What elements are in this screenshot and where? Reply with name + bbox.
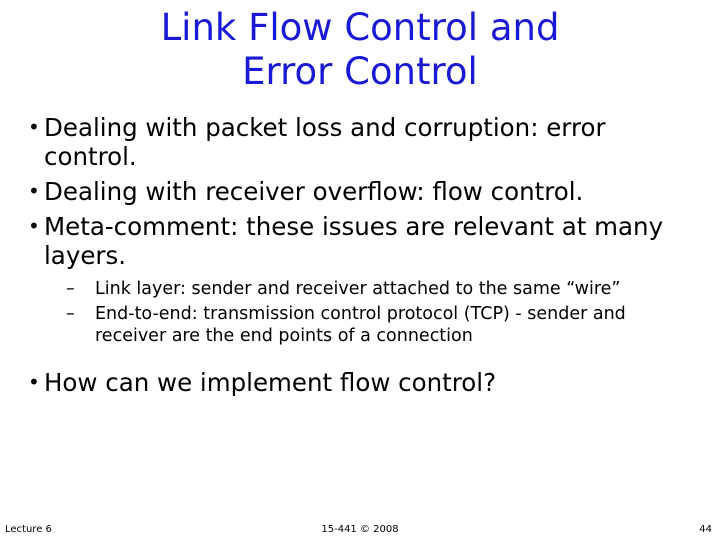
sub-bullet-list: [66, 278, 688, 347]
bullet-list: [28, 113, 688, 403]
bullet-marker: •: [28, 115, 40, 139]
bullet-text: Meta-comment: these issues are relevant at many layers.: [44, 212, 664, 270]
sub-bullet-item: [66, 278, 688, 300]
sub-bullet-text: End-to-end: transmission control protocol (TCP) - sender and receiver are the end points of a connection: [95, 304, 626, 346]
bullet-text: Dealing with packet loss and corruption: error control.: [44, 113, 606, 171]
bullet-marker: •: [28, 214, 40, 238]
footer-lecture-label: Lecture 6: [5, 524, 52, 535]
bullet-text: How can we implement flow control?: [44, 368, 497, 397]
bullet-item: [28, 212, 688, 270]
slide-title-line-1: Link Flow Control and: [160, 6, 560, 49]
bullet-item: [28, 177, 688, 206]
footer-page-number: 44: [699, 524, 712, 535]
bullet-marker: •: [28, 370, 40, 394]
bullet-marker: •: [28, 179, 40, 203]
bullet-item: [28, 113, 688, 171]
sub-bullet-text: Link layer: sender and receiver attached to the same “wire”: [95, 279, 621, 299]
sub-bullet-marker: –: [66, 279, 75, 299]
sub-bullet-item: [66, 303, 688, 347]
slide-title-line-2: Error Control: [242, 50, 478, 93]
bullet-text: Dealing with receiver overflow: flow control.: [44, 177, 584, 206]
sub-bullet-marker: –: [66, 304, 75, 324]
slide-title: [0, 6, 720, 94]
footer-course-label: 15-441 © 2008: [321, 524, 399, 535]
bullet-item: [28, 368, 688, 397]
